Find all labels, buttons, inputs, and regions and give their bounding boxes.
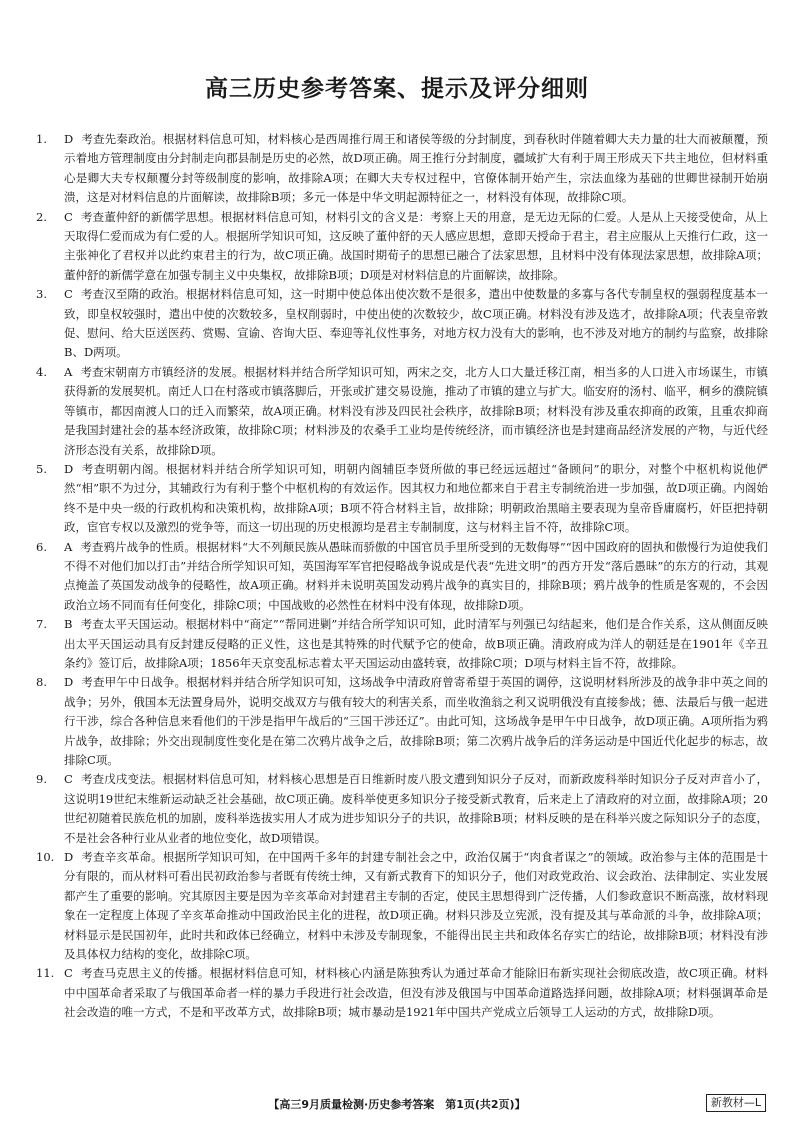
answer-letter: C (64, 287, 73, 302)
question-number: 8. (36, 675, 47, 690)
question-number: 2. (36, 209, 47, 224)
explanation-text: 考查鸦片战争的性质。根据材料“大不列颠民族从愚昧而骄傲的中国官员手里所受到的无数侮辱”“因中国政府的固执和傲慢行为迫使我们不得不对他们加以打击”并结合所学知识可知，英国海军军官把侵略战争说成是代表“先进文明”的西方开发“落后愚昧”的东方的行动，其观点掩盖了英国发动战争的侵略性，故A项正确。材料并未说明英国发动鸦片战争的真实目的，排除B项；鸦片战争的性质是客观的，不会因政治立场不同而有任何变化，排除C项；中国战败的必然性在材料中没有体现，故排除D项。 (64, 539, 768, 612)
question-number: 7. (36, 617, 47, 632)
answer-item (36, 208, 768, 286)
edition-badge: 新教材—L (706, 1094, 766, 1112)
question-number: 11. (36, 966, 55, 981)
explanation-text: 考查太平天国运动。根据材料中“商定”“帮同进剿”并结合所学知识可知，此时清军与列强已勾结起来，他们是合作关系，这从侧面反映出太平天国运动具有反封建反侵略的正义性，这也是其特殊的时代赋予它的使命，故B项正确。清政府成为洋人的朝廷是在1901年《辛丑条约》签订后，故排除A项；1856年天京变乱标志着太平天国运动由盛转衰，故排除C项；D项与材料主旨不符，故排除。 (64, 617, 768, 670)
answer-letter: C (64, 772, 73, 787)
answer-item (36, 964, 768, 1022)
answer-item (36, 538, 768, 616)
answer-item (36, 770, 768, 848)
answer-item (36, 130, 768, 208)
question-number: 5. (36, 461, 47, 476)
explanation-text: 考查辛亥革命。根据所学知识可知，在中国两千多年的封建专制社会之中，政治仅属于“肉食者谋之”的领域。政治参与主体的范围是十分有限的，而从材料可看出民初政治参与者既有传统士绅，又有新式教育下的知识分子，他们对政党政治、议会政治、法律制定、实业发展都产生了重要的影响。究其原因主要是因为辛亥革命对封建君主专制的否定，使民主思想得到广泛传播，人们参政意识不断高涨，故材料现象在一定程度上体现了辛亥革命推动中国政治民主化的进程，故D项正确。材料只涉及立宪派，没有提及其与革命派的斗争，故排除A项；材料显示是民国初年，此时共和政体已经确立，材料中未涉及专制现象，不能得出民主共和政体名存实亡的结论，故排除B项；材料没有涉及具体权力结构的变化，故排除C项。 (64, 850, 768, 962)
question-number: 9. (36, 772, 47, 787)
explanation-text: 考查戊戌变法。根据材料信息可知，材料核心思想是百日维新时废八股文遭到知识分子反对，而新政废科举时知识分子反对声音小了，这说明19世纪末维新运动缺乏社会基础，故C项正确。废科举使更多知识分子接受新式教育，后来走上了清政府的对立面，故排除A项；20世纪初随着民族危机的加剧，废科举选拔实用人才成为进步知识分子的共识，故排除B项；材料反映的是在科举兴废之际知识分子的态度，不是社会各种行业从业者的地位变化，故D项错误。 (64, 772, 768, 845)
question-number: 6. (36, 539, 47, 554)
question-number: 3. (36, 287, 47, 302)
page-footer (0, 1096, 794, 1112)
question-number: 10. (36, 850, 55, 865)
answer-letter: D (64, 850, 74, 865)
answer-item (36, 615, 768, 673)
answer-letter: A (64, 539, 73, 554)
answer-letter: C (64, 966, 73, 981)
explanation-text: 考查董仲舒的新儒学思想。根据材料信息可知，材料引文的含义是：考察上天的用意，是无边无际的仁爱。人是从上天接受使命，从上天取得仁爱而成为有仁爱的人。根据所学知识可知，这反映了董仲舒的天人感应思想，意即天授命于君主，君主应服从上天推行仁政，这一主张神化了君权并以此约束君主的行为，故C项正确。战国时期荀子的思想已融合了法家思想，且材料中没有体现法家思想，故排除A项；董仲舒的新儒学意在加强专制主义中央集权，故排除B项；D项是对材料信息的片面解读，故排除。 (64, 209, 768, 282)
answer-letter: C (64, 209, 73, 224)
explanation-text: 考查甲午中日战争。根据材料并结合所学知识可知，这场战争中清政府曾寄希望于英国的调停，这说明材料所涉及的战争非中英之间的战争；另外，俄国本无法置身局外，说明交战双方与俄有较大的利害关系，而坐收渔翁之利又说明俄没有直接参战；德、法最后与俄一起进行干涉，综合各种信息来看他们的干涉是指甲午战后的“三国干涉还辽”。由此可知，这场战争是甲午中日战争，故D项正确。A项所指为鸦片战争，故排除；外交出现制度性变化是在第二次鸦片战争之后，故排除B项；第二次鸦片战争后的洋务运动是中国近代化起步的标志，故排除C项。 (64, 675, 768, 767)
answer-letter: B (64, 617, 73, 632)
explanation-text: 考查明朝内阁。根据材料并结合所学知识可知，明朝内阁辅臣李贤所做的事已经远远超过“备顾问”的职分，对整个中枢机构说他俨然“相”职不为过分，其辅政行为有利于整个中枢机构的有效运作。因其权力和地位都来自于君主专制统治进一步加强，故D项正确。内阁始终不是中央一级的行政机构和决策机构，故排除A项；B项不符合材料主旨，故排除；明朝政治黑暗主要表现为皇帝昏庸腐朽，奸臣把持朝政，宦官专权以及激烈的党争等，而这一切出现的历史根源均是君主专制制度，这与材料主旨不符，故排除C项。 (64, 461, 768, 535)
answer-letter: D (64, 675, 74, 690)
page-title: 高三历史参考答案、提示及评分细则 (205, 76, 589, 102)
answer-item (36, 848, 768, 964)
explanation-text: 考查先秦政治。根据材料信息可知，材料核心是西周推行周王和诸侯等级的分封制度，到春秋时伴随着卿大夫力量的壮大而被颠覆，预示着地方管理制度由分封制走向郡县制是历史的必然，故D项正确。周王推行分封制度，疆域扩大有利于周王形成天下共主地位，但材料重心是卿大夫专权颠覆分封等级制度的影响，故排除A项；在卿大夫专权过程中，官僚体制开始产生，宗法血缘为基础的世卿世禄制开始崩溃，这是对材料信息的片面解读，故排除B项；多元一体是中华文明起源特征之一，材料没有体现，故排除C项。 (64, 132, 768, 205)
explanation-text: 考查汉至隋的政治。根据材料信息可知，这一时期中使总体出使次数不是很多，遣出中使数量的多寡与各代专制皇权的强弱程度基本一致，即皇权较强时，遣出中使的次数较多，皇权削弱时，中使出使的次数较少，故C项正确。材料没有涉及选才，故排除A项；代表皇帝敦促、慰问、给大臣送医药、赏赐、宣谕、咨询大臣、奉迎等礼仪性事务，对地方权力没有大的影响，也不涉及对地方的制约与监察，故排除B、D两项。 (64, 287, 768, 360)
answer-list (36, 130, 768, 1023)
answer-item (36, 285, 768, 363)
answer-item (36, 460, 768, 538)
answer-item (36, 363, 768, 460)
footer-page-info: 【高三9月质量检测·历史参考答案 第1页(共2页)】 (268, 1098, 526, 1111)
answer-letter: D (64, 132, 74, 146)
answer-letter: A (64, 364, 73, 379)
explanation-text: 考查马克思主义的传播。根据材料信息可知，材料核心内涵是陈独秀认为通过革命才能除旧布新实现社会彻底改造，故C项正确。材料中中国革命者采取了与俄国革命者一样的暴力手段进行社会改造，但没有涉及俄国与中国革命道路选择问题，故排除A项；材料强调革命是社会改造的唯一方式，不是和平改革方式，故排除B项；城市暴动是1921年中国共产党成立后领导工人运动的方式，故排除D项。 (64, 966, 768, 1020)
question-number: 1. (36, 132, 47, 146)
answer-letter: D (64, 461, 74, 476)
explanation-text: 考查宋朝南方市镇经济的发展。根据材料并结合所学知识可知，两宋之交，北方人口大量迁移江南，相当多的人口进入市场谋生，市镇获得新的发展契机。南迁人口在村落或市镇落脚后，开张或扩建交易设施，推动了市镇的建立与扩大。临安府的汤村、临平，桐乡的濮院镇等镇市，都因南渡人口的迁入而繁荣，故A项正确。材料没有涉及四民社会秩序，故排除B项；材料没有涉及重农抑商的政策，且重农抑商是我国封建社会的基本经济政策，故排除C项；材料涉及的农桑手工业均是传统经济，而市镇经济也是封建商品经济发展的产物，与近代经济形态没有关系，故排除D项。 (64, 364, 768, 457)
answer-item (36, 673, 768, 770)
question-number: 4. (36, 364, 47, 379)
